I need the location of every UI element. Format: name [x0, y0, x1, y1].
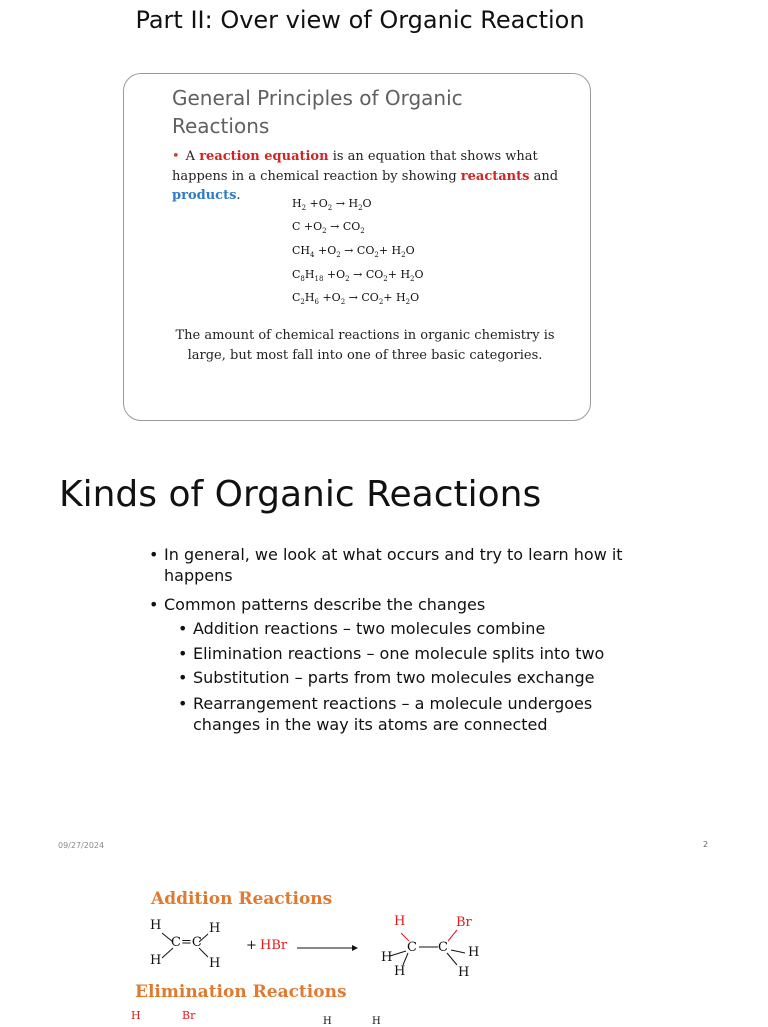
plus-sign: + — [246, 938, 257, 953]
sub-bullet-item — [178, 668, 663, 689]
equation-term: + H — [378, 244, 402, 257]
equation-subscript: 6 — [314, 298, 319, 307]
chemical-equation — [292, 291, 419, 306]
addition-heading: Addition Reactions — [151, 889, 333, 909]
term-reaction-equation: reaction equation — [199, 149, 329, 164]
equation-subscript: 2 — [401, 251, 406, 260]
sub-bullet-item — [178, 619, 663, 640]
bullet-dot-icon: • — [149, 545, 159, 564]
atom-label-red: H — [394, 914, 406, 929]
bullet-dot-icon: • — [149, 595, 159, 614]
equation-subscript: 18 — [314, 275, 324, 284]
term-products: products — [172, 188, 237, 203]
bullet-dot-icon: • — [178, 619, 188, 638]
equation-term: +O — [318, 291, 341, 304]
card-footer: The amount of chemical reactions in organic chemistry is large, but most fall into one of three basic categories. — [175, 328, 555, 363]
equation-subscript: 2 — [405, 298, 411, 307]
equation-term: +O — [306, 197, 328, 210]
chemical-equation — [292, 268, 424, 283]
equation-subscript: 2 — [322, 227, 327, 236]
card-bullet — [172, 147, 572, 206]
atom-label: H — [209, 921, 221, 936]
equation-subscript: 2 — [378, 298, 384, 307]
equation-term: CH — [292, 244, 311, 257]
bond-line-red — [448, 930, 457, 941]
atom-label-red: Br — [182, 1009, 196, 1022]
equation-subscript: 2 — [360, 227, 365, 236]
equation-term: C +O — [292, 220, 323, 233]
bond-line — [390, 951, 406, 956]
page-number: 2 — [703, 840, 709, 849]
equation-subscript: 2 — [340, 298, 346, 307]
equation-term: → CO — [326, 220, 361, 233]
atom-label-red: H — [131, 1009, 141, 1022]
equation-term: O — [410, 291, 420, 304]
equation-term: +O — [314, 244, 337, 257]
page-title: Part II: Over view of Organic Reaction — [135, 6, 585, 34]
atom-label: H — [458, 965, 470, 980]
atom-label: H — [209, 956, 221, 971]
atom-label: C — [407, 940, 417, 955]
chemical-equation — [292, 244, 415, 259]
sub-bullet-item — [178, 644, 663, 665]
sub-bullet-text: Elimination reactions – one molecule splits into two — [193, 644, 605, 663]
equation-subscript: 8 — [300, 275, 305, 284]
chemical-equation — [292, 220, 365, 235]
bullet-item — [149, 545, 644, 586]
sub-bullet-text: Addition reactions – two molecules combine — [193, 619, 546, 638]
atom-label: H — [468, 945, 480, 960]
kinds-title: Kinds of Organic Reactions — [59, 474, 542, 515]
atom-label: H — [150, 953, 162, 968]
reagent-hbr: HBr — [260, 938, 288, 953]
equation-term: O — [362, 197, 372, 210]
atom-label: H — [372, 1016, 381, 1027]
atom-label-red: Br — [456, 915, 472, 930]
equation-term: C — [292, 268, 301, 281]
bullet-dot-icon: • — [178, 644, 188, 663]
equation-term: + H — [387, 268, 411, 281]
sub-bullet-text: Substitution – parts from two molecules exchange — [193, 668, 595, 687]
atom-label: H — [150, 918, 162, 933]
bullet-dot-icon: • — [178, 668, 188, 687]
equation-subscript: 2 — [336, 251, 341, 260]
equation-term: C — [292, 291, 301, 304]
equation-term: + H — [383, 291, 406, 304]
arrow-head-icon — [352, 945, 358, 951]
bullet-text-and: and — [533, 168, 559, 184]
bond-line — [451, 950, 465, 953]
equation-subscript: 2 — [358, 204, 363, 213]
equation-term: O — [414, 268, 424, 281]
date-stamp: 09/27/2024 — [58, 841, 105, 850]
equation-subscript: 4 — [310, 251, 315, 260]
equation-term: → CO — [340, 244, 375, 257]
bullet-dot-icon: • — [172, 149, 180, 164]
sub-bullet-text: Rearrangement reactions – a molecule undergoes changes in the way its atoms are connected — [193, 694, 593, 734]
atom-label: C=C — [171, 935, 202, 950]
equation-subscript: 2 — [300, 298, 305, 307]
equation-term: → H — [332, 197, 359, 210]
chemical-equation — [292, 197, 372, 212]
bullet-text: Common patterns describe the changes — [164, 595, 486, 614]
atom-label: H — [381, 950, 393, 965]
equation-subscript: 2 — [383, 275, 388, 284]
equation-subscript: 2 — [345, 275, 350, 284]
bullet-text-end: . — [236, 188, 241, 203]
equation-term: +O — [323, 268, 346, 281]
equation-term: H — [304, 268, 315, 281]
bullet-dot-icon: • — [178, 694, 188, 713]
equation-subscript: 2 — [301, 204, 307, 213]
term-reactants: reactants — [460, 168, 530, 184]
equation-subscript: 2 — [327, 204, 333, 213]
bullet-text-a: A — [185, 149, 196, 164]
equation-term: H — [292, 197, 302, 210]
equation-term: → CO — [345, 291, 379, 304]
atom-label: H — [323, 1016, 332, 1027]
card-heading: General Principles of Organic Reactions — [172, 86, 463, 138]
bullet-text-mid: is an equation that shows what happens in a chemical reaction by showing — [172, 149, 538, 184]
atom-label: C — [438, 940, 448, 955]
addition-reaction-diagram — [140, 910, 540, 990]
bond-line — [447, 953, 457, 965]
equation-term: O — [405, 244, 415, 257]
equation-term: → CO — [349, 268, 384, 281]
equation-subscript: 2 — [410, 275, 415, 284]
atom-label: H — [394, 964, 406, 979]
sub-bullet-item — [178, 694, 663, 735]
elimination-heading: Elimination Reactions — [135, 982, 347, 1002]
bullet-text: In general, we look at what occurs and try to learn how it happens — [164, 545, 623, 585]
bullet-item — [149, 595, 644, 616]
equation-term: H — [304, 291, 315, 304]
equation-subscript: 2 — [374, 251, 379, 260]
